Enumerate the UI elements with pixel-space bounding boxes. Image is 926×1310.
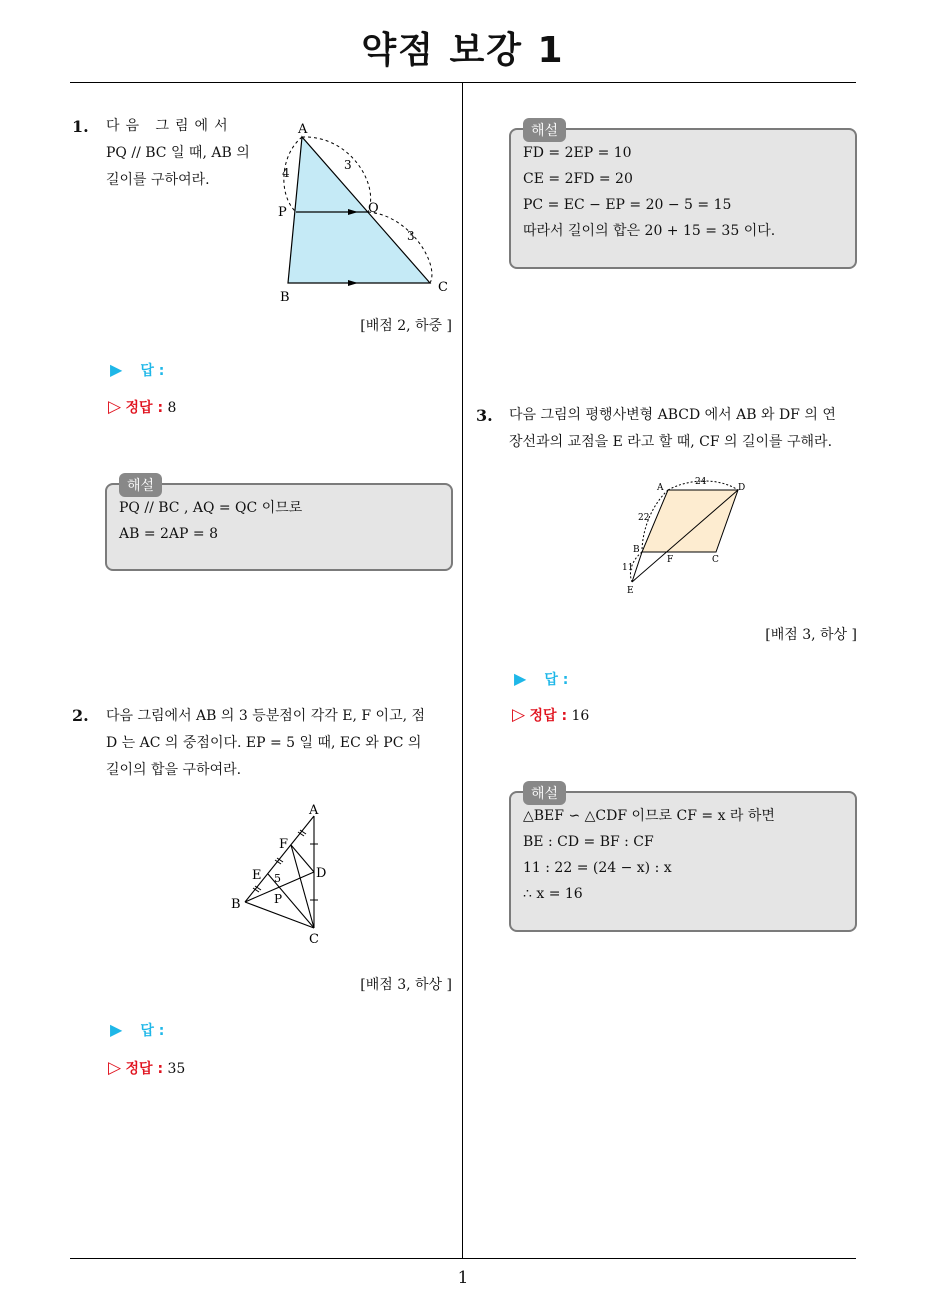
q1-correct-row xyxy=(108,397,176,417)
q3-solution-line: BE : CD = BF : CF xyxy=(523,834,654,850)
page-number: 1 xyxy=(457,1268,469,1288)
q2-label-f: F xyxy=(279,837,289,852)
q1-triangle xyxy=(288,137,430,283)
q3-solution-tag: 해설 xyxy=(523,781,566,805)
q1-label-q: Q xyxy=(368,201,379,216)
q2-solution-line: FD = 2EP = 10 xyxy=(523,145,632,161)
q3-label-d: D xyxy=(738,483,746,493)
q2-correct-row xyxy=(108,1058,185,1078)
q2-score: [배점 3, 하상 ] xyxy=(360,977,452,993)
answer-triangle-icon: ▶ xyxy=(110,1020,123,1039)
q1-length-ap: 4 xyxy=(282,166,290,180)
top-rule xyxy=(70,82,856,83)
q3-label-e: E xyxy=(627,586,634,596)
column-divider xyxy=(462,83,463,1258)
q3-number: 3. xyxy=(476,406,493,425)
q2-label-d: D xyxy=(316,866,327,881)
q2-text xyxy=(106,703,456,784)
q1-correct-value: 8 xyxy=(167,400,177,416)
q1-length-qc: 3 xyxy=(407,229,415,243)
q3-correct-row xyxy=(512,705,589,725)
q3-length-ab: 22 xyxy=(638,513,650,523)
q2-segment-fc xyxy=(291,845,314,928)
q3-parallelogram xyxy=(642,490,738,552)
q1-score: [배점 2, 하중 ] xyxy=(360,318,452,334)
q1-solution-line: AB = 2AP = 8 xyxy=(119,526,219,542)
q1-label-b: B xyxy=(280,290,290,305)
q1-figure xyxy=(270,115,460,310)
q3-label-a: A xyxy=(657,483,664,493)
q1-text xyxy=(106,113,266,194)
q2-label-a: A xyxy=(309,803,319,818)
q2-answer-label: 답 : xyxy=(140,1023,165,1039)
q3-label-b: B xyxy=(633,545,640,555)
q3-correct-value: 16 xyxy=(571,708,590,724)
q1-text-line: 길이를 구하여라. xyxy=(106,172,210,188)
q3-label-c: C xyxy=(712,555,719,565)
q2-solution-box xyxy=(509,123,857,269)
q1-number: 1. xyxy=(72,117,89,136)
q3-length-ad: 24 xyxy=(695,477,707,487)
page-title: 약점 보강 1 xyxy=(361,30,565,71)
q2-text-line: 다음 그림에서 AB 의 3 등분점이 각각 E, F 이고, 점 xyxy=(106,708,426,724)
q3-text-line: 장선과의 교점을 E 라고 할 때, CF 의 길이를 구해라. xyxy=(509,434,833,450)
q2-correct-value: 35 xyxy=(167,1061,186,1077)
q2-number: 2. xyxy=(72,706,89,725)
q1-answer-label: 답 : xyxy=(140,363,165,379)
q3-solution-box xyxy=(509,786,857,932)
answer-triangle-icon: ▶ xyxy=(110,360,123,379)
bottom-rule xyxy=(70,1258,856,1259)
correct-triangle-icon: ▷ xyxy=(512,705,526,725)
correct-triangle-icon: ▷ xyxy=(108,397,122,417)
correct-triangle-icon: ▷ xyxy=(108,1058,122,1078)
q1-text-line: PQ // BC 일 때, AB 의 xyxy=(106,145,250,161)
answer-triangle-icon: ▶ xyxy=(514,669,527,688)
q2-solution-line: 따라서 길이의 합은 20 + 15 = 35 이다. xyxy=(523,223,776,239)
q2-text-line: 길이의 합을 구하여라. xyxy=(106,762,242,778)
q1-answer-row xyxy=(110,360,164,380)
q2-answer-row xyxy=(110,1020,164,1040)
q2-label-b: B xyxy=(231,897,241,912)
q1-solution-box xyxy=(105,478,453,571)
q3-solution-line: △BEF ∽ △CDF 이므로 CF = x 라 하면 xyxy=(523,808,775,824)
q1-solution-line: PQ // BC , AQ = QC 이므로 xyxy=(119,500,303,516)
q2-solution-tag: 해설 xyxy=(523,118,566,142)
q3-label-f: F xyxy=(667,555,674,565)
q1-label-a: A xyxy=(298,122,308,137)
q3-solution-line: 11 : 22 = (24 − x) : x xyxy=(523,860,672,876)
q2-length-ep: 5 xyxy=(274,872,281,885)
q2-label-e: E xyxy=(252,868,262,883)
q3-answer-label: 답 : xyxy=(544,672,569,688)
q2-solution-line: PC = EC − EP = 20 − 5 = 15 xyxy=(523,197,732,213)
q2-text-line: D 는 AC 의 중점이다. EP = 5 일 때, EC 와 PC 의 xyxy=(106,735,422,751)
q1-solution-tag: 해설 xyxy=(119,473,162,497)
q3-text-line: 다음 그림의 평행사변형 ABCD 에서 AB 와 DF 의 연 xyxy=(509,407,836,423)
q3-answer-row xyxy=(514,669,568,689)
q3-score: [배점 3, 하상 ] xyxy=(765,627,857,643)
q3-text xyxy=(509,402,861,456)
q2-correct-label: 정답 : xyxy=(125,1061,164,1077)
q2-label-p: P xyxy=(274,892,283,906)
q3-figure xyxy=(620,472,760,597)
q2-figure xyxy=(225,798,345,953)
q1-length-aq: 3 xyxy=(344,158,352,172)
q1-text-line: 다음 그림에서 xyxy=(106,118,234,134)
q3-length-be: 11 xyxy=(622,563,634,573)
q3-solution-line: ∴ x = 16 xyxy=(523,886,583,902)
q1-label-p: P xyxy=(278,205,287,220)
q1-correct-label: 정답 : xyxy=(125,400,164,416)
q1-label-c: C xyxy=(438,280,448,295)
q2-label-c: C xyxy=(309,932,319,947)
q3-correct-label: 정답 : xyxy=(529,708,568,724)
q2-solution-line: CE = 2FD = 20 xyxy=(523,171,633,187)
